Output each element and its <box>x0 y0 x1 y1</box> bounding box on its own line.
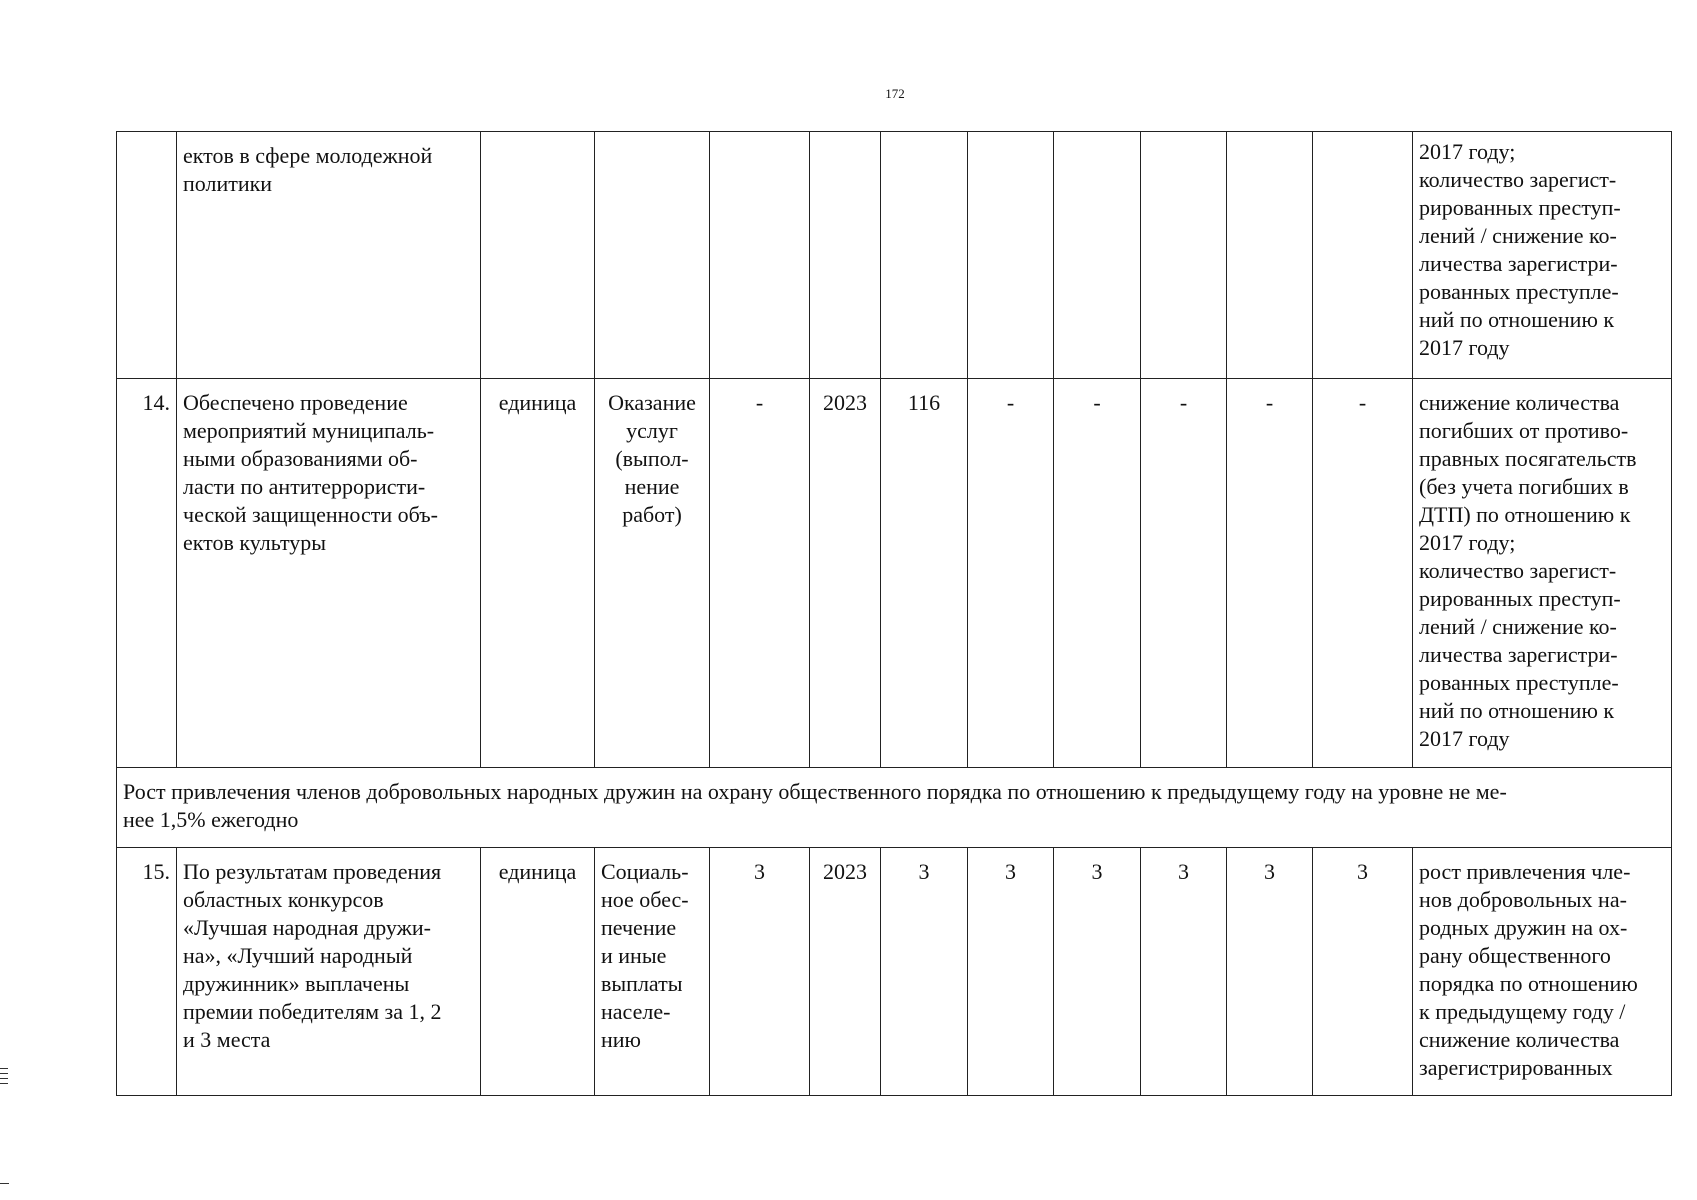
value-year-5: - <box>1227 379 1313 768</box>
measure-type <box>595 132 710 379</box>
measure-type: Социаль- ное обес- печение и иные выплаты населе- нию <box>595 848 710 1096</box>
value-year-6: - <box>1313 379 1413 768</box>
table-row-14 <box>117 379 1672 768</box>
value-year-5 <box>1227 132 1313 379</box>
value-year-2: - <box>968 379 1054 768</box>
row-number: 15. <box>117 848 177 1096</box>
measure-type: Оказание услуг (выпол- нение работ) <box>595 379 710 768</box>
value-year-3: - <box>1054 379 1141 768</box>
section-heading: Рост привлечения членов добровольных народных дружин на охрану общественного порядка по отношению к предыдущему году на уровне не ме- нее 1,5% ежегодно <box>117 768 1672 848</box>
base-value <box>710 132 810 379</box>
expected-result: 2017 году; количество зарегист- рированных преступ- лений / снижение ко- личества зарегистри- рованных преступле- ний по отношению к 2017 году <box>1413 132 1672 379</box>
value-year-6: 3 <box>1313 848 1413 1096</box>
margin-mark <box>0 1183 9 1184</box>
value-year-4: 3 <box>1141 848 1227 1096</box>
value-year-3 <box>1054 132 1141 379</box>
expected-result: снижение количества погибших от противо- правных посягательств (без учета погибших в ДТП) по отношению к 2017 году; количество зарегист- рированных преступ- лений / снижение ко- личества зарегистри- рованных преступле- ний по отношению к 2017 году <box>1413 379 1672 768</box>
base-year: 2023 <box>810 379 881 768</box>
value-year-1: 116 <box>881 379 968 768</box>
page-number: 172 <box>885 86 905 101</box>
row-number: 14. <box>117 379 177 768</box>
base-value: 3 <box>710 848 810 1096</box>
value-year-1: 3 <box>881 848 968 1096</box>
margin-marks <box>0 1068 10 1088</box>
value-year-2 <box>968 132 1054 379</box>
value-year-4: - <box>1141 379 1227 768</box>
table-row-section <box>117 768 1672 848</box>
measure-name: Обеспечено проведение мероприятий муниципаль- ными образованиями об- ласти по антитеррористи- ческой защищенности объ- ектов культуры <box>177 379 481 768</box>
expected-result: рост привлечения чле- нов добровольных на- родных дружин на ох- рану общественного порядка по отношению к предыдущему году / снижение количества зарегистрированных <box>1413 848 1672 1096</box>
value-year-3: 3 <box>1054 848 1141 1096</box>
value-year-2: 3 <box>968 848 1054 1096</box>
value-year-4 <box>1141 132 1227 379</box>
measure-name: ектов в сфере молодежной политики <box>177 132 481 379</box>
row-number <box>117 132 177 379</box>
unit-of-measure: единица <box>481 379 595 768</box>
unit-of-measure <box>481 132 595 379</box>
indicators-table <box>116 131 1672 1096</box>
table-row-continuation <box>117 132 1672 379</box>
base-year: 2023 <box>810 848 881 1096</box>
base-value: - <box>710 379 810 768</box>
value-year-6 <box>1313 132 1413 379</box>
table-row-15 <box>117 848 1672 1096</box>
value-year-5: 3 <box>1227 848 1313 1096</box>
unit-of-measure: единица <box>481 848 595 1096</box>
measure-name: По результатам проведения областных конкурсов «Лучшая народная дружи- на», «Лучший народный дружинник» выплачены премии победителям за 1, 2 и 3 места <box>177 848 481 1096</box>
base-year <box>810 132 881 379</box>
value-year-1 <box>881 132 968 379</box>
